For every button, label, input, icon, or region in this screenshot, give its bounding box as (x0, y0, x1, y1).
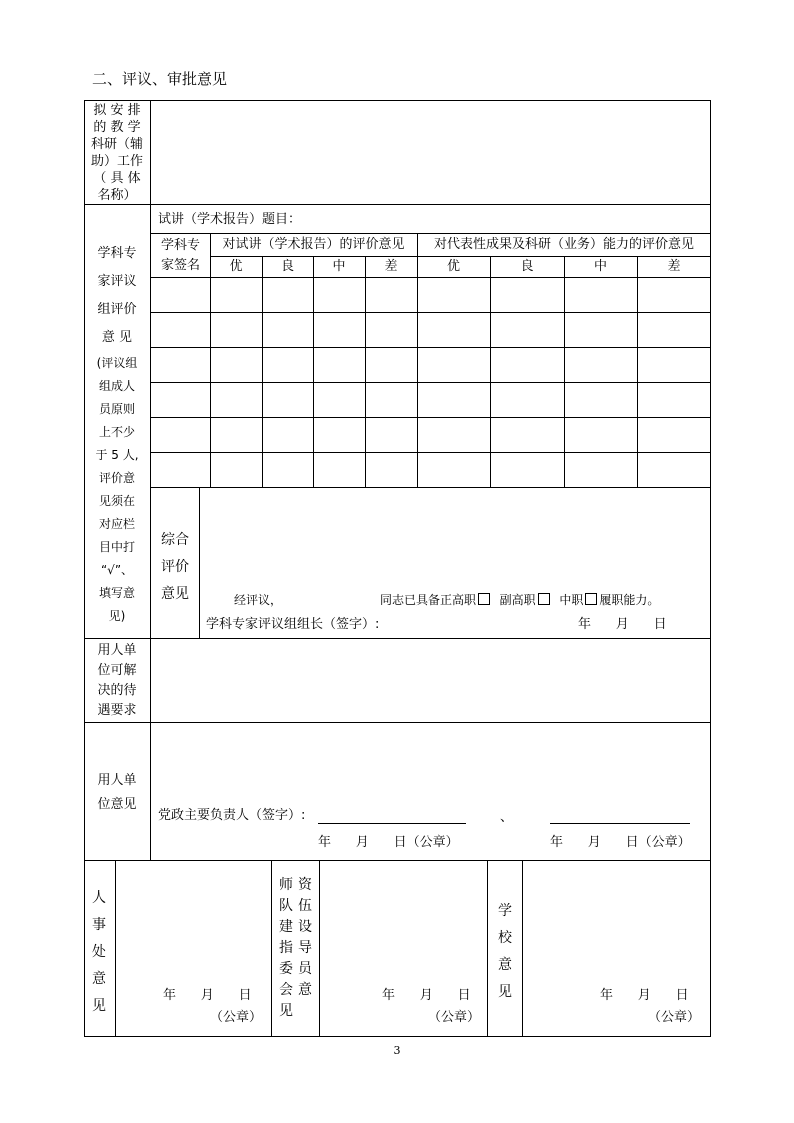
grade-trial-excellent: 优 (229, 259, 243, 274)
grade-achieve-poor: 差 (667, 259, 681, 274)
school-opinion-label: 学 校 意 见 (498, 903, 512, 1000)
trial-header: 对试讲（学术报告）的评价意见 (222, 237, 405, 252)
grade-achieve-good: 良 (520, 259, 534, 274)
section-title: 二、评议、审批意见 (92, 70, 228, 88)
option-senior-checkbox[interactable] (478, 593, 490, 605)
leader-signature-date: 年 月 日 (578, 617, 667, 632)
grade-trial-good: 良 (280, 259, 294, 274)
unit-signature-line-2[interactable] (550, 823, 690, 824)
overall-prefix: 经评议， (234, 593, 283, 607)
treatment-field[interactable] (151, 639, 710, 722)
unit-separator: 、 (500, 810, 514, 825)
hr-date: 年 月 日 (163, 988, 252, 1003)
signer-header: 学科专 家签名 (160, 238, 200, 273)
grade-trial-medium: 中 (332, 259, 346, 274)
page-number: 3 (393, 1044, 401, 1057)
committee-seal: （公章） (428, 1010, 481, 1025)
planned-work-label: 拟 安 排 的 教 学 科研（辅 助）工作 （ 具 体 名称） (90, 103, 143, 203)
grade-achieve-medium: 中 (593, 259, 607, 274)
unit-date-2: 年 月 日（公章） (550, 835, 691, 850)
achievement-header: 对代表性成果及科研（业务）能力的评价意见 (433, 237, 694, 252)
school-date: 年 月 日 (600, 988, 689, 1003)
expert-label: 学科专 家评议 组评价 意 见 (评议组 组成人 员原则 上不少 于 5 人, 评价意 见须在 对应栏 目中打 “√”、 填写意 见) (95, 246, 139, 623)
overall-statement: 同志已具备正高职 副高职 中职 履职能力。 (380, 593, 660, 607)
grade-trial-poor: 差 (384, 259, 398, 274)
trial-topic-label: 试讲（学术报告）题目： (158, 212, 302, 227)
option-associate-checkbox[interactable] (538, 593, 550, 605)
unit-opinion-label: 用人单 位意见 (97, 773, 137, 812)
hr-seal: （公章） (210, 1010, 263, 1025)
planned-work-field[interactable] (151, 101, 710, 204)
hr-office-label: 人 事 处 意 见 (92, 890, 106, 1014)
unit-sign-label: 党政主要负责人（签字）: (158, 808, 306, 823)
overall-label: 综合 评价 意见 (161, 532, 189, 602)
committee-date: 年 月 日 (382, 988, 471, 1003)
unit-signature-line-1[interactable] (318, 823, 466, 824)
grade-achieve-excellent: 优 (446, 259, 460, 274)
option-intermediate-checkbox[interactable] (585, 593, 597, 605)
treatment-label: 用人单 位可解 决的待 遇要求 (97, 643, 137, 718)
leader-signature-label: 学科专家评议组组长（签字）: (206, 617, 380, 632)
unit-date-1: 年 月 日（公章） (318, 835, 459, 850)
school-seal: （公章） (648, 1010, 701, 1025)
